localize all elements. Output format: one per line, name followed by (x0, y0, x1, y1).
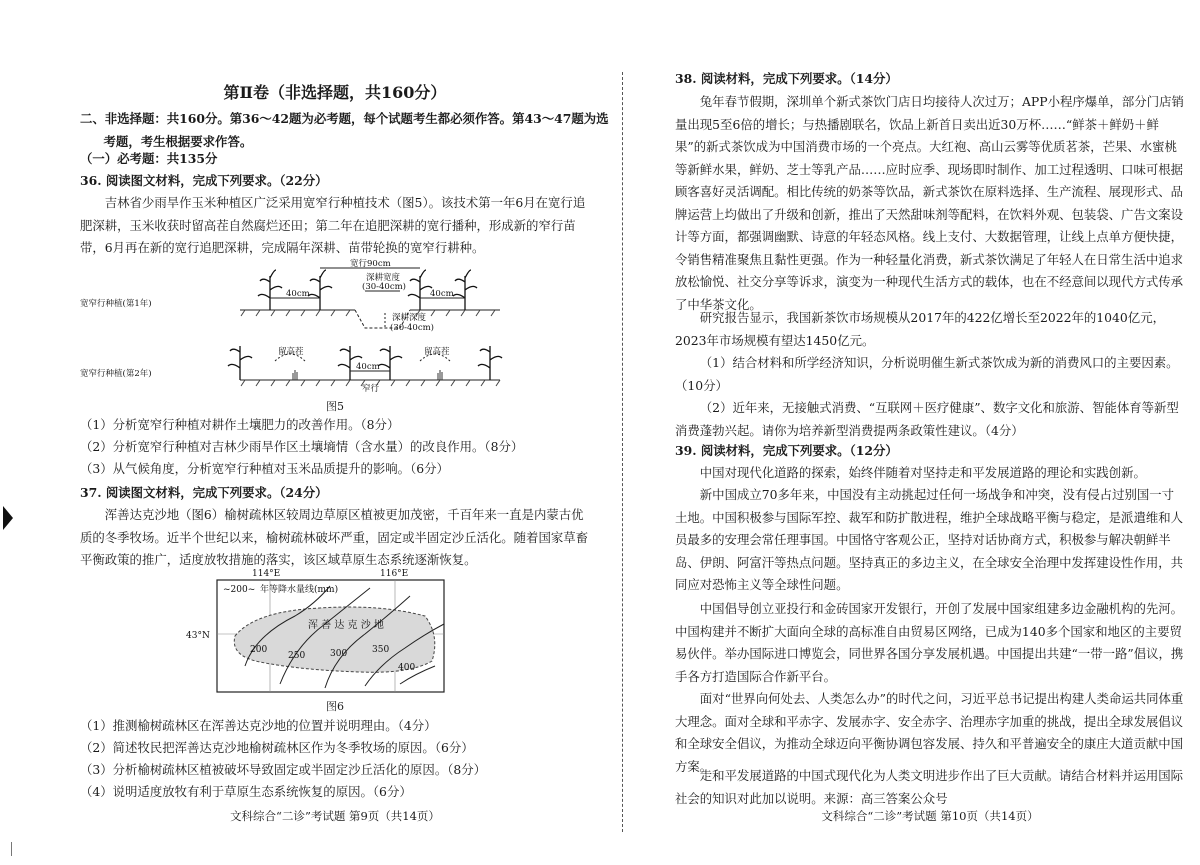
q37-question-3: （3）分析榆树疏林区植被破坏导致固定或半固定沙丘活化的原因。（8分） (80, 762, 487, 777)
iso-300: 300 (330, 649, 348, 659)
q38-para-1: 兔年春节假期，深圳单个新式茶饮门店日均接待人次过万；APP小程序爆单，部分门店销量出现5至6倍的增长；与热播剧联名，饮品上新首日卖出近30万杯……“鲜茶＋鲜奶＋鲜果”的新式茶饮成为中国消费市场的一个亮点。大红袍、高山云雾等优质茗茶，芒果、水蜜桃等新鲜水果，鲜奶、芝士等乳产品……应时应季、现场即时制作、加工过程透明、口味可根据顾客喜好灵活调配。相比传统的奶茶等饮品，新式茶饮在原料选择、生产流程、展现形式、品牌运营上均做出了升级和创新，推出了天然甜味剂等配料，在饮料外观、包装袋、广告文案设计等方面，都强调幽默、诗意的年轻态风格。线上支付、大数据管理，让线上点单方便快捷，令销售精准聚焦且黏性更强。作为一种轻量化消费，新式茶饮满足了年轻人在日常生活中追求放松愉悦、社交分享等诉求，演变为一种现代生活方式的载体，也在不经意间以现代方式传承了中华茶文化。 (675, 94, 1184, 312)
margin-tick (11, 842, 12, 856)
q36-question-1: （1）分析宽窄行种植对耕作土壤肥力的改善作用。（8分） (80, 417, 400, 432)
q39-heading: 39. 阅读材料，完成下列要求。（12分） (675, 443, 898, 458)
map-legend-text: 年等降水量线(mm) (260, 585, 339, 595)
q38-question-1: （1）结合材料和所学经济知识，分析说明催生新式茶饮成为新的消费风口的主要因素。（10分） (675, 355, 1179, 393)
q37-question-4: （4）说明适度放牧有利于草原生态系统恢复的原因。（6分） (80, 784, 412, 799)
q39-para-3: 中国倡导创立亚投行和金砖国家开发银行，开创了发展中国家组建多边金融机构的先河。中国构建并不断扩大面向全球的高标准自由贸易区网络，已成为140多个国家和地区的主要贸易伙伴。举办国际进口博览会，同世界各国分享发展机遇。中国提出共建“一带一路”倡议，携手各方打造国际合作新平台。 (675, 601, 1184, 684)
fig5-dist-right: 40cm (430, 289, 454, 299)
q38-question-2: （2）近年来，无接触式消费、“互联网＋医疗健康”、数字文化和旅游、智能体育等新型消费蓬勃兴起。请你为培养新型消费提两条政策性建议。（4分） (675, 400, 1179, 438)
q39-para-2: 新中国成立70多年来，中国没有主动挑起过任何一场战争和冲突，没有侵占过别国一寸土地。中国积极参与国际军控、裁军和防扩散进程，维护全球战略平衡与稳定，是派遣维和人员最多的安理会常任理事国。中国恪守客观公正，坚持对话协商方式，积极参与解决朝鲜半岛、伊朗、阿富汗等热点问题。坚持真正的多边主义，在全球安全治理中发挥建设性作用，共同应对恐怖主义等全球性问题。 (675, 487, 1184, 592)
map-lon1: 114°E (252, 569, 281, 579)
map-legend-value: ~200~ (223, 585, 256, 595)
q38-heading: 38. 阅读材料，完成下列要求。（14分） (675, 71, 898, 86)
q37-text: 浑善达克沙地（图6）榆树疏林区较周边草原区植被更加茂密，千百年来一直是内蒙古优质的冬季牧场。近半个世纪以来，榆树疏林破坏严重，固定或半固定沙丘活化。随着国家草畜平衡政策的推广，适度放牧措施的落实，该区域草原生态系统逐渐恢复。 (80, 507, 589, 567)
q38-para-2: 研究报告显示，我国新茶饮市场规模从2017年的422亿增长至2022年的1040亿元，2023年市场规模有望达1450亿元。 (675, 310, 1165, 348)
fig5-narrow-row: 窄行 (362, 384, 380, 394)
fig5-label-year1: 宽窄行种植(第1年) (80, 299, 152, 309)
fig5-caption: 图5 (326, 400, 344, 413)
margin-arrow-icon (3, 506, 13, 530)
fig6-caption: 图6 (326, 700, 344, 713)
q39-para-1: 中国对现代化道路的探索，始终伴随着对坚持走和平发展道路的理论和实践创新。 (699, 465, 1146, 480)
required-heading: （一）必考题：共135分 (80, 151, 218, 166)
q36-heading: 36. 阅读图文材料，完成下列要求。（22分） (80, 173, 328, 188)
fig5-stubble-left: 留高茬 (278, 347, 304, 357)
q36-question-2: （2）分析宽窄行种植对吉林少雨旱作区土壤墒情（含水量）的改良作用。（8分） (80, 439, 524, 454)
q36-text: 吉林省少雨旱作玉米种植区广泛采用宽窄行种植技术（图5）。该技术第一年6月在宽行追肥深耕，玉米收获时留高茬自然腐烂还田；第二年在追肥深耕的宽行播种，形成新的窄行苗带，6月再在新的宽行追肥深耕，完成隔年深耕、苗带轮换的宽窄行耕种。 (80, 195, 586, 255)
fig5-dist-year2: 40cm (356, 362, 380, 372)
q36-question-3: （3）从气候角度，分析宽窄行种植对玉米品质提升的影响。（6分） (80, 461, 449, 476)
fig5-wide-row: 宽行90cm (350, 259, 391, 269)
iso-400: 400 (398, 663, 416, 673)
figure-6-map (80, 566, 590, 696)
fig5-loosen-width-val: (30-40cm) (362, 282, 406, 292)
right-footer: 文科综合“二诊”考试题 第10页（共14页） (821, 809, 1039, 823)
map-lon2: 116°E (380, 569, 409, 579)
q37-question-1: （1）推测榆树疏林区在浑善达克沙地的位置并说明理由。（4分） (80, 718, 437, 733)
fig5-stubble-right: 留高茬 (424, 347, 450, 357)
fig5-loosen-depth: 深耕深度 (392, 313, 427, 323)
q37-heading: 37. 阅读图文材料，完成下列要求。（24分） (80, 485, 328, 500)
iso-200: 200 (250, 645, 268, 655)
iso-250: 250 (288, 651, 306, 661)
section-title: 第Ⅱ卷（非选择题，共160分） (223, 83, 447, 102)
q37-question-2: （2）简述牧民把浑善达克沙地榆树疏林区作为冬季牧场的原因。（6分） (80, 740, 474, 755)
q39-question: 走和平发展道路的中国式现代化为人类文明进步作出了巨大贡献。请结合材料并运用国际社会的知识对此加以说明。来源：高三答案公众号 (675, 768, 1184, 806)
fig5-label-year2: 宽窄行种植(第2年) (80, 369, 152, 379)
iso-350: 350 (372, 645, 390, 655)
figure-5-diagram (80, 258, 590, 398)
section-intro: 二、非选择题：共160分。第36～42题为必考题，每个试题考生都必须作答。第43～47题为选考题，考生根据要求作答。 (80, 111, 609, 149)
map-region-label: 浑 善 达 克 沙 地 (308, 620, 384, 631)
fig5-loosen-width: 深耕宽度 (366, 273, 401, 283)
fig5-dist-left: 40cm (286, 289, 310, 299)
fig5-loosen-depth-val: (30-40cm) (390, 323, 434, 333)
left-footer: 文科综合“二诊”考试题 第9页（共14页） (230, 809, 440, 823)
q39-para-4: 面对“世界向何处去、人类怎么办”的时代之问，习近平总书记提出构建人类命运共同体重大理念。面对全球和平赤字、发展赤字、安全赤字、治理赤字加重的挑战，提出全球发展倡议和全球安全倡议，为推动全球迈向平衡协调包容发展、持久和平普遍安全的康庄大道贡献中国方案。 (675, 691, 1184, 774)
map-lat: 43°N (186, 631, 210, 641)
page-divider (622, 72, 623, 832)
